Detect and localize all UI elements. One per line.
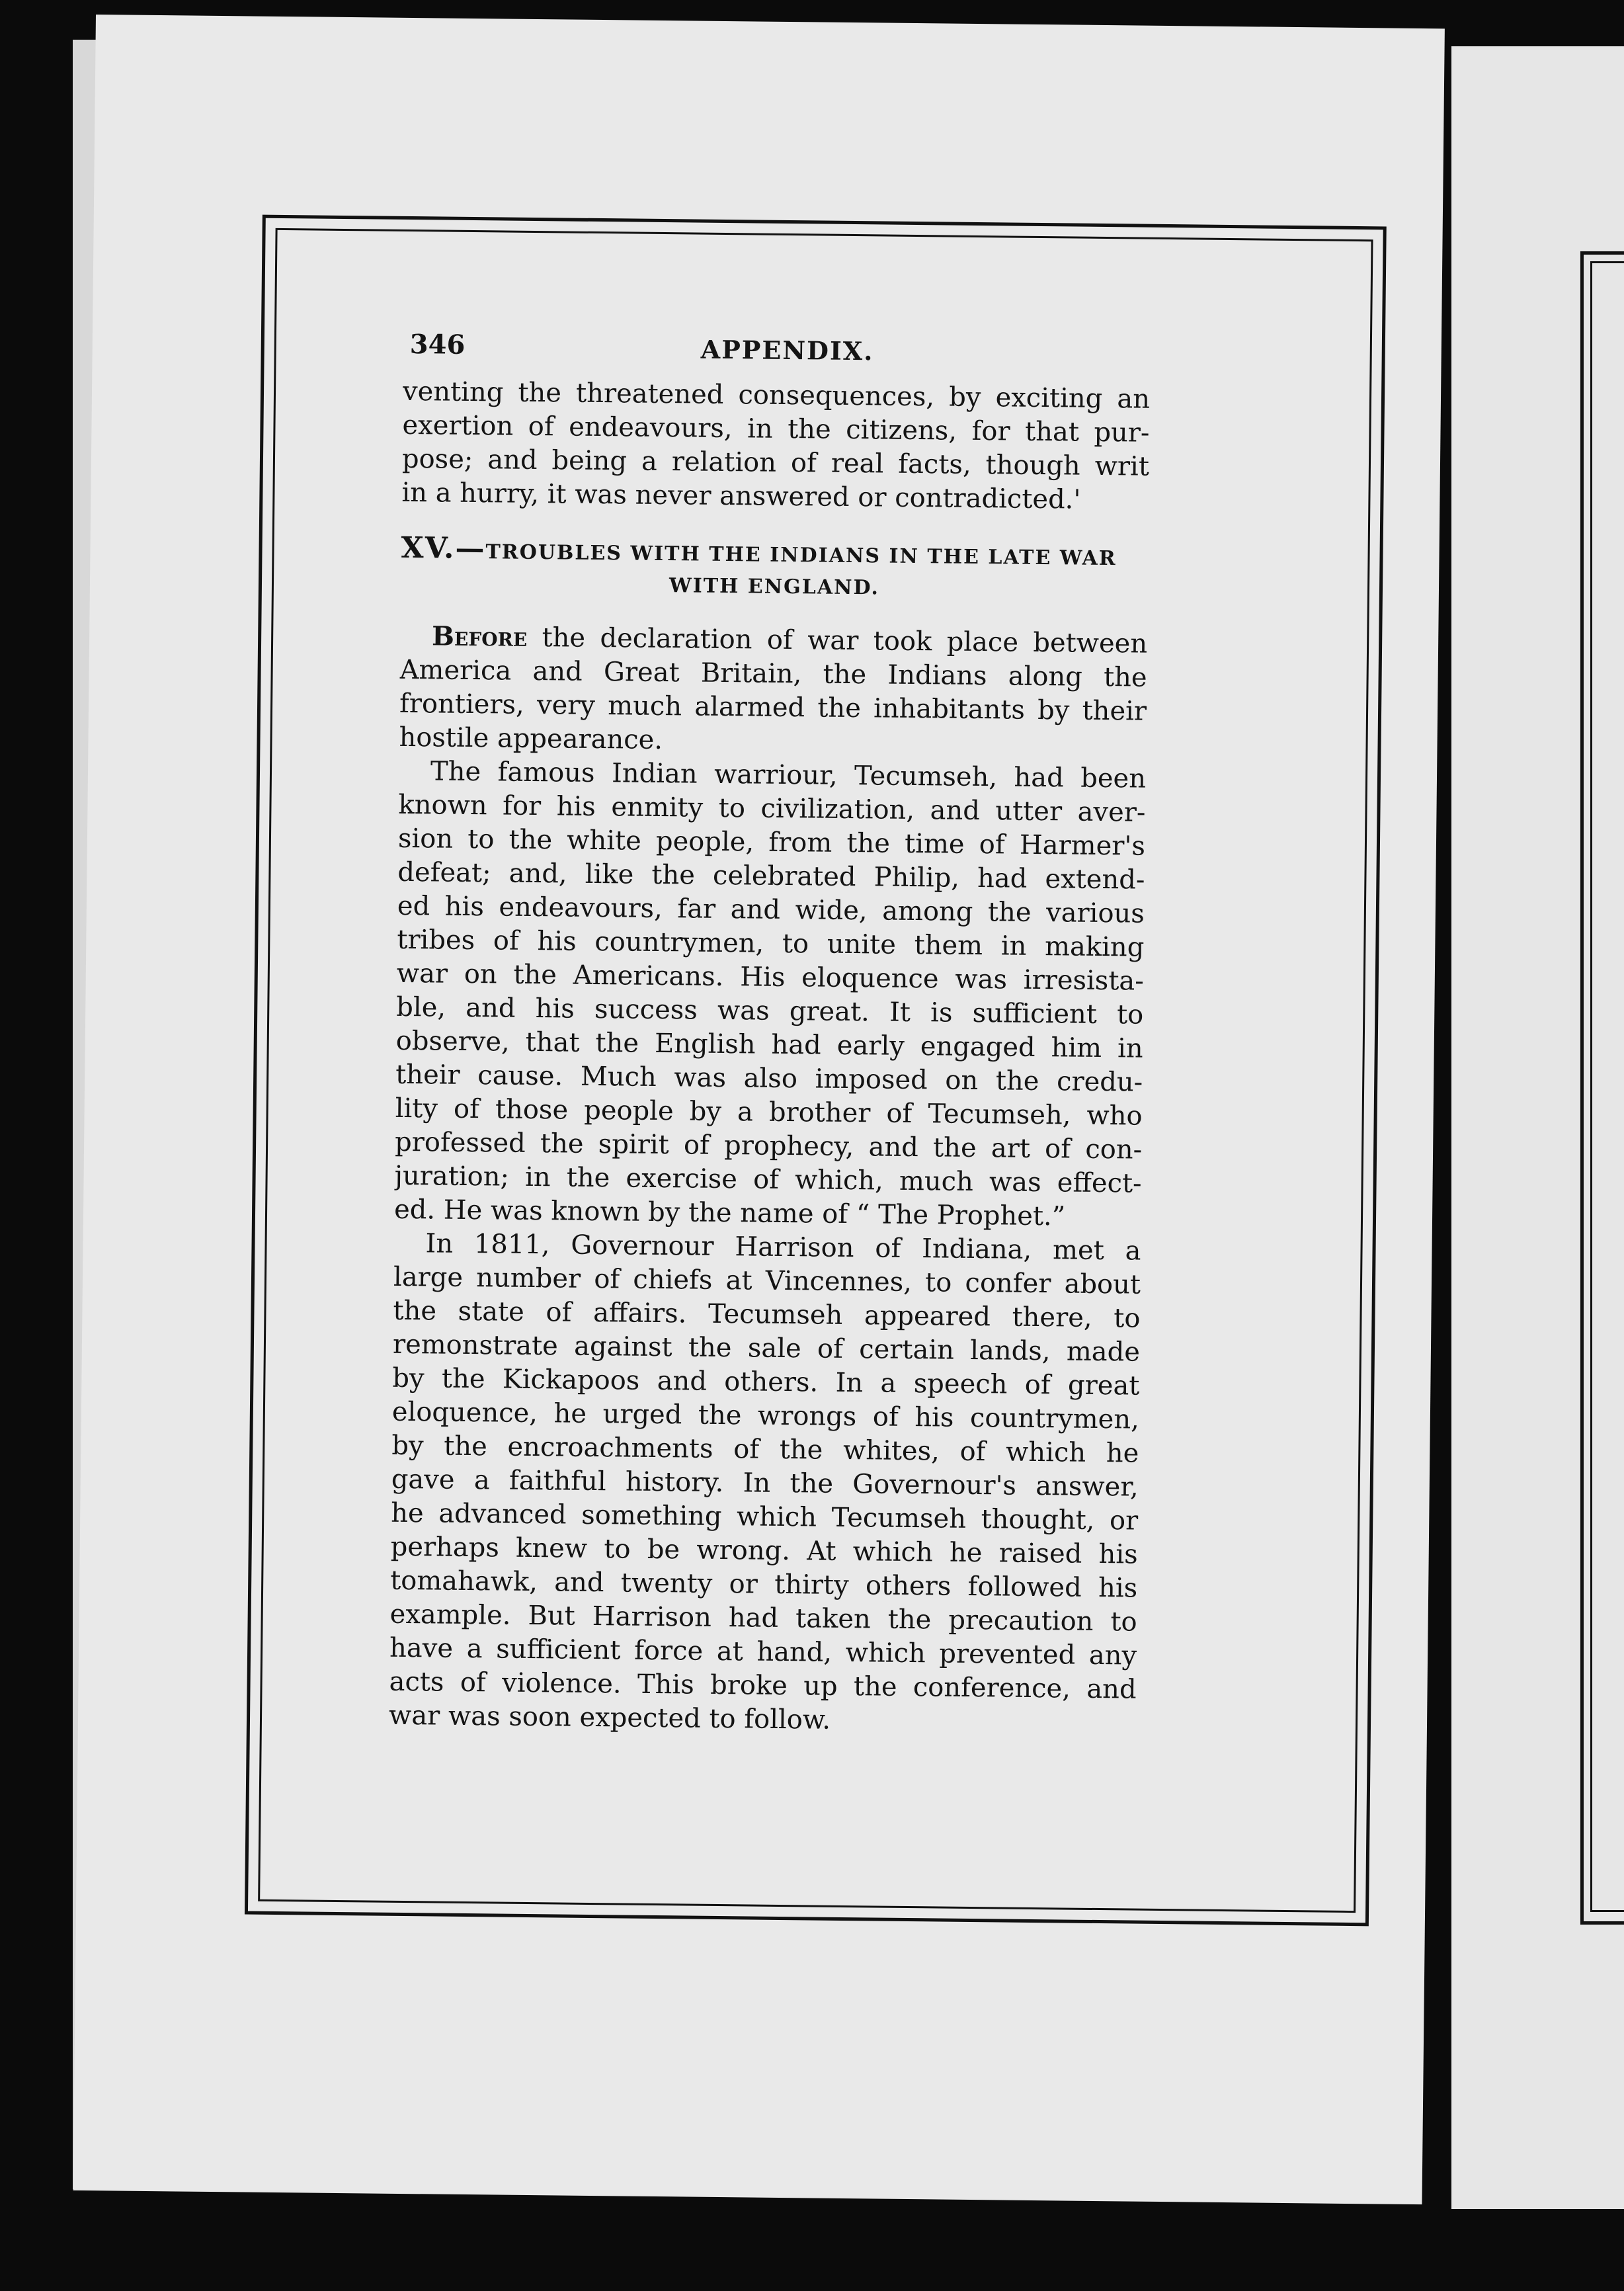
book-page xyxy=(73,15,1445,2204)
text-line: gave a faithful history. In the Governour's answer, xyxy=(391,1464,1139,1503)
text-line: exertion of endeavours, in the citizens, for that pur- xyxy=(402,409,1150,448)
text-line: In 1811, Governour Harrison of Indiana, met a xyxy=(425,1228,1141,1267)
continuation-paragraph xyxy=(401,375,1150,518)
text-line: he advanced something which Tecumseh thought, or xyxy=(391,1497,1139,1536)
page-number: 346 xyxy=(409,329,466,360)
text-line: hostile appearance. xyxy=(399,722,663,756)
text-line: remonstrate against the sale of certain lands, made xyxy=(392,1329,1141,1368)
text-line: by the Kickapoos and others. In a speech of great xyxy=(392,1362,1140,1401)
text-line: lity of those people by a brother of Tecumseh, who xyxy=(395,1093,1143,1132)
text-line: sion to the white people, from the time of Harmer's xyxy=(397,823,1146,862)
text-line: ed. He was known by the name of “ The Prophet.” xyxy=(393,1194,1066,1232)
section-title-line2: WITH ENGLAND. xyxy=(669,574,880,600)
text-line: the state of affairs. Tecumseh appeared there, to xyxy=(393,1295,1141,1334)
section-numeral: XV.— xyxy=(401,530,486,566)
text-line: known for his enmity to civilization, and utter aver- xyxy=(398,789,1146,828)
text-line: by the encroachments of the whites, of which he xyxy=(391,1430,1139,1469)
lead-word: Before xyxy=(431,620,528,653)
text-line: The famous Indian warriour, Tecumseh, had been xyxy=(430,756,1147,794)
text-line: have a sufficient force at hand, which prevented any xyxy=(389,1632,1137,1671)
page-text-block xyxy=(389,329,1151,1741)
text-line: acts of violence. This broke up the conference, and xyxy=(389,1666,1137,1705)
text-line: America and Great Britain, the Indians along the xyxy=(399,654,1147,693)
text-line: in a hurry, it was never answered or contradicted.' xyxy=(401,477,1081,515)
section-title-line1: TROUBLES WITH THE INDIANS IN THE LATE WAR xyxy=(485,540,1117,571)
text-line: ble, and his success was great. It is sufficient to xyxy=(396,991,1144,1030)
paragraph-before-declaration xyxy=(399,619,1147,763)
text-line: eloquence, he urged the wrongs of his countrymen, xyxy=(391,1396,1140,1435)
text-fragment: the declaration of war took place between xyxy=(526,622,1148,659)
paragraph-vincennes xyxy=(389,1227,1141,1741)
section-heading xyxy=(401,532,1149,607)
running-head: APPENDIX. xyxy=(700,334,874,366)
page-header xyxy=(403,329,1151,383)
text-line: example. But Harrison had taken the precaution to xyxy=(389,1599,1137,1638)
text-line: large number of chiefs at Vincennes, to confer about xyxy=(393,1261,1141,1300)
text-line: tribes of his countrymen, to unite them in making xyxy=(397,924,1145,963)
text-line: ed his endeavours, far and wide, among the various xyxy=(397,890,1145,929)
text-line: war on the Americans. His eloquence was irresista- xyxy=(396,958,1145,997)
text-line: professed the spirit of prophecy, and the art of con- xyxy=(394,1126,1143,1165)
text-line: frontiers, very much alarmed the inhabitants by their xyxy=(399,688,1147,727)
text-line: defeat; and, like the celebrated Philip, had extend- xyxy=(397,856,1145,896)
text-line: their cause. Much was also imposed on the credu- xyxy=(395,1059,1143,1098)
paragraph-tecumseh xyxy=(394,755,1146,1235)
facing-page-frame-inner xyxy=(1590,261,1624,1912)
text-line: pose; and being a relation of real facts, though writ xyxy=(401,443,1150,482)
page-border-outer xyxy=(245,215,1387,1927)
text-line: juration; in the exercise of which, much was effect- xyxy=(394,1160,1142,1199)
text-line: perhaps knew to be wrong. At which he raised his xyxy=(390,1531,1138,1570)
text-line: observe, that the English had early engaged him in xyxy=(395,1025,1143,1064)
text-line: tomahawk, and twenty or thirty others followed his xyxy=(389,1565,1138,1604)
text-line: war was soon expected to follow. xyxy=(388,1700,831,1735)
text-line: venting the threatened consequences, by exciting an xyxy=(402,376,1151,415)
